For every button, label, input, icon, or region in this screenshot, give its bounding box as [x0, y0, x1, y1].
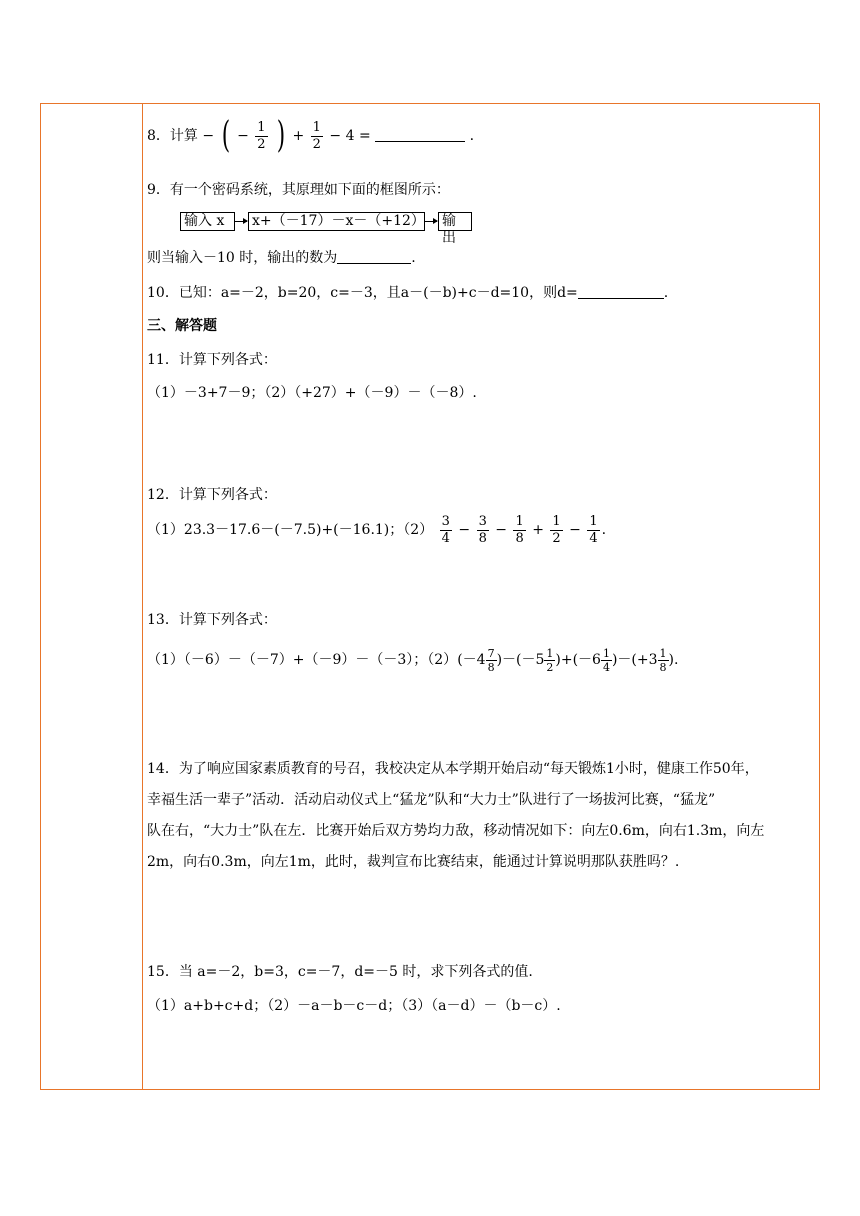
q13-mixed-2: )－(－5 $\frac{1}{2}$: [496, 646, 554, 674]
q12-part1: （1）23.3－17.6－(－7.5)+(－16.1)；（2）: [147, 522, 434, 538]
q8-fraction-2: $\frac{1}{2}$: [312, 119, 321, 152]
q9-end: .: [411, 250, 416, 266]
q8-tail: − 4 =: [329, 128, 371, 144]
question-14: [147, 754, 822, 878]
flow-arrow-1: [235, 221, 247, 222]
question-12-parts: [147, 510, 606, 550]
q8-answer-blank: [375, 127, 465, 142]
q14-line-3: 队在右，“大力士”队在左．比赛开始后双方势均力敌，移动情况如下：向左0.6m，向右1.3m，向左: [147, 823, 765, 839]
q14-line-2: 幸福生活一辈子”活动．活动启动仪式上“猛龙”队和“大力士”队进行了一场拔河比赛，“猛龙”: [147, 792, 716, 808]
q13-part1: （1）（－6）－（－7）+（－9）－（－3）；（2）: [147, 652, 458, 668]
q13-mixed-1: (－4 $\frac{7}{8}$: [457, 646, 495, 674]
question-9: 9．有一个密码系统，其原理如下面的框图所示：: [147, 182, 450, 198]
q8-plus: +: [292, 128, 305, 144]
q12-frac-4: $\frac{1}{2}$: [552, 513, 561, 546]
q10-text: 10．已知：a=－2，b=20，c=－3，且a－(－b)+c－d=10，则d=: [147, 285, 578, 301]
q13-end: ).: [668, 652, 679, 668]
q8-minus: −: [202, 128, 215, 144]
question-15-parts: （1）a+b+c+d；（2）－a－b－c－d；（3）（a－d）－（b－c）.: [147, 998, 561, 1014]
q12-op-2: −: [495, 522, 508, 538]
q12-op-4: −: [569, 522, 581, 538]
section-heading: 三、解答题: [147, 318, 217, 334]
question-10: [147, 283, 668, 303]
q12-frac-2: $\frac{3}{8}$: [478, 513, 487, 546]
q12-op-3: +: [532, 522, 544, 538]
flow-input-box: 输入 x: [180, 212, 235, 231]
q8-right-paren: ): [276, 115, 286, 156]
q10-answer-blank: [578, 284, 664, 299]
question-8: [147, 115, 475, 156]
question-13-parts: [147, 644, 678, 676]
question-11-stem: 11．计算下列各式：: [147, 352, 277, 368]
flow-process-box: x+（－17）－x－（+12）: [248, 212, 425, 231]
q14-line-4: 2m，向右0.3m，向左1m，此时，裁判宣布比赛结束，能通过计算说明那队获胜吗？.: [147, 854, 680, 870]
q12-end: .: [601, 522, 607, 538]
question-15-stem: 15．当 a=－2，b=3，c=－7，d=－5 时，求下列各式的值.: [147, 964, 533, 980]
q14-line-1: 14．为了响应国家素质教育的号召，我校决定从本学期开始启动“每天锻炼1小时，健康工作50年，: [147, 761, 759, 777]
q12-frac-5: $\frac{1}{4}$: [589, 513, 598, 546]
q8-end: .: [469, 128, 475, 144]
q8-prefix: 8．计算: [147, 128, 198, 144]
q8-fraction-1: $\frac{1}{2}$: [257, 119, 266, 152]
q10-end: .: [663, 285, 669, 301]
q13-mixed-3: )+(－6 $\frac{1}{4}$: [555, 646, 610, 674]
question-12-stem: 12．计算下列各式：: [147, 487, 277, 503]
q12-frac-1: $\frac{3}{4}$: [441, 513, 450, 546]
flow-output-box: 输出: [438, 212, 472, 231]
q8-left-paren: (: [221, 115, 230, 156]
flow-arrow-2: [425, 221, 437, 222]
question-9-followup: [147, 248, 416, 268]
q8-inner-minus: −: [237, 128, 249, 144]
q9-followup-text: 则当输入－10 时，输出的数为: [147, 250, 338, 266]
q13-mixed-4: )－(+3 $\frac{1}{8}$: [611, 646, 667, 674]
question-11-parts: （1）－3+7－9；（2）（+27）+（－9）－（－8）.: [147, 385, 477, 401]
q12-frac-3: $\frac{1}{8}$: [515, 513, 524, 546]
column-divider: [142, 104, 143, 1089]
q9-answer-blank: [337, 249, 411, 264]
question-13-stem: 13．计算下列各式：: [147, 612, 277, 628]
q12-op-1: −: [458, 522, 471, 538]
